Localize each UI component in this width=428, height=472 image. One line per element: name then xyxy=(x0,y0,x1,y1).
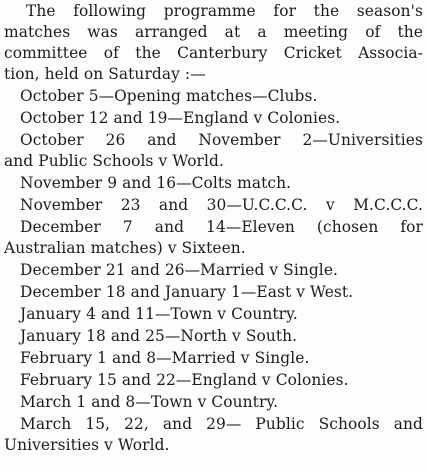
fixture-line-13: March 1 and 8—Town v Country. xyxy=(20,393,279,411)
fixture-line-6: December 7 and 14—Eleven (chosen for xyxy=(20,218,423,236)
fixture-line-9: January 4 and 11—Town v Country. xyxy=(20,305,298,323)
fixture-line-8: December 18 and January 1—East v West. xyxy=(20,283,354,301)
intro-line-3: committee of the Canterbury Cricket Associa- xyxy=(4,44,423,62)
fixture-line-6-cont: Australian matches) v Sixteen. xyxy=(4,239,246,257)
fixture-line-7: December 21 and 26—Married v Single. xyxy=(20,261,339,279)
fixture-line-11: February 1 and 8—Married v Single. xyxy=(20,349,310,367)
intro-line-1: The following programme for the season's xyxy=(26,2,423,20)
fixture-line-4: November 9 and 16—Colts match. xyxy=(20,174,292,192)
fixture-line-12: February 15 and 22—England v Colonies. xyxy=(20,371,349,389)
intro-line-4: tion, held on Saturday :— xyxy=(4,65,206,83)
fixture-line-2: October 12 and 19—England v Colonies. xyxy=(20,109,341,127)
fixture-line-14-cont: Universities v World. xyxy=(4,436,170,454)
fixture-line-1: October 5—Opening matches—Clubs. xyxy=(20,87,318,105)
fixture-line-14: March 15, 22, and 29— Public Schools and xyxy=(20,415,423,433)
fixture-line-10: January 18 and 25—North v South. xyxy=(20,327,298,345)
fixture-line-5: November 23 and 30—U.C.C.C. v M.C.C.C. xyxy=(20,196,423,214)
fixture-line-3-cont: and Public Schools v World. xyxy=(4,152,224,170)
intro-line-2: matches was arranged at a meeting of the xyxy=(4,23,423,41)
fixture-line-3: October 26 and November 2—Universities xyxy=(20,131,423,149)
